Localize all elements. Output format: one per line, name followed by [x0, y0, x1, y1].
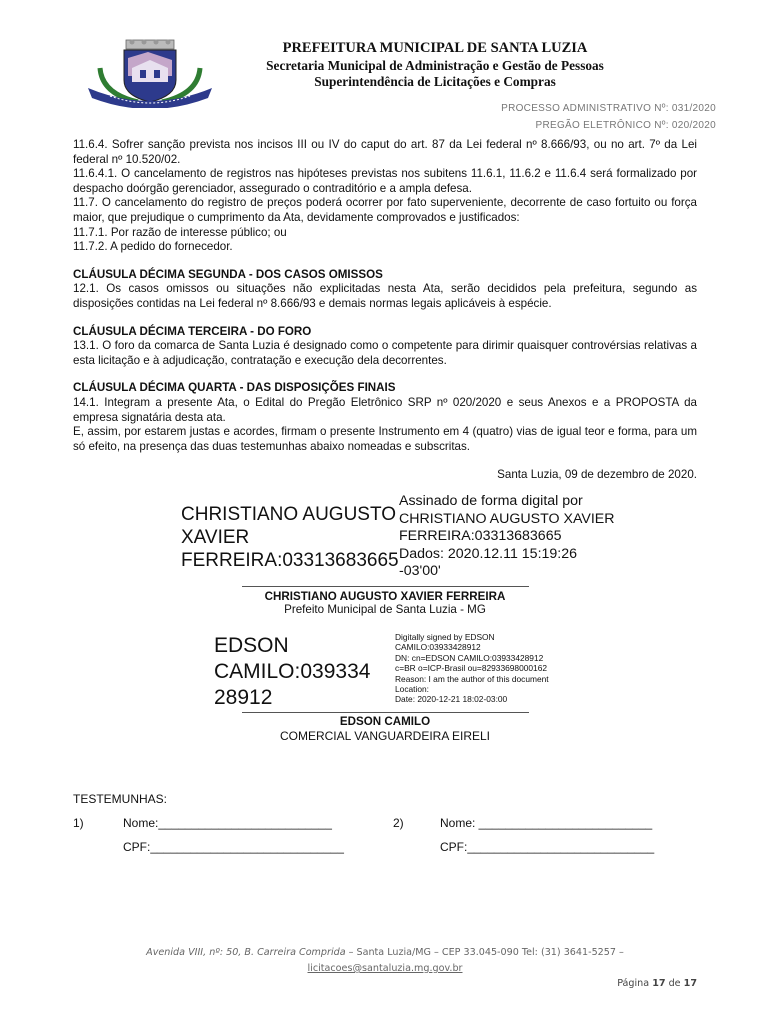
signature2-line: [242, 712, 529, 713]
signature2-name-block: [214, 633, 370, 711]
signature2-info-line4: c=BR o=ICP-Brasil ou=82933698000162: [395, 663, 548, 674]
paragraph-11-6-4-1: 11.6.4.1. O cancelamento de registros nas hipóteses previstas nos subitens 11.6.1, 11.6.2 e 11.6.4 será formalizado por despacho doórgão gerenciador, assegurado o contraditório e a ampla defesa.: [73, 167, 697, 195]
signature1-info-line4: Dados: 2020.12.11 15:19:26: [399, 545, 578, 562]
signature2-name-line2: CAMILO:039334: [214, 660, 371, 683]
footer-email-link[interactable]: licitacoes@santaluzia.mg.gov.br: [307, 963, 463, 974]
signature1-info-line5: -03'00': [399, 563, 441, 580]
signature2-info-line6: Location:: [395, 684, 429, 695]
date-line: Santa Luzia, 09 de dezembro de 2020.: [497, 468, 697, 481]
paragraph-11-7-2: 11.7.2. A pedido do fornecedor.: [73, 240, 233, 254]
clause-12-title: CLÁUSULA DÉCIMA SEGUNDA - DOS CASOS OMISSOS: [73, 267, 383, 281]
page-current: 17: [652, 978, 666, 989]
signature2-name-line3: 28912: [214, 686, 273, 709]
signature2-info-line7: Date: 2020-12-21 18:02-03:00: [395, 694, 508, 705]
signature1-name-line1: CHRISTIANO AUGUSTO: [181, 504, 397, 525]
signature1-signer-role: Prefeito Municipal de Santa Luzia - MG: [284, 603, 486, 616]
signature1-name-block: [181, 503, 399, 572]
footer-address-street: Avenida VIII, nº: 50, B. Carreira Comprida: [146, 947, 346, 958]
page-prefix: Página: [617, 978, 653, 989]
signature1-signer-name: CHRISTIANO AUGUSTO XAVIER FERREIRA: [264, 590, 506, 603]
signature1-info-line3: FERREIRA:03313683665: [399, 528, 562, 545]
signature2-info-line1: Digitally signed by EDSON: [395, 632, 495, 642]
witness1-cpf-field: CPF:_____________________________: [123, 840, 344, 854]
witness2-number: 2): [393, 816, 404, 830]
paragraph-11-7: 11.7. O cancelamento do registro de preços poderá ocorrer por fato superveniente, decorrente de caso fortuito ou força maior, que prejudique o cumprimento da Ata, devidamente comprovados e justificados:: [73, 196, 697, 224]
clause-13-text: 13.1. O foro da comarca de Santa Luzia é designado como o competente para dirimir quaisquer controvérsias relativas a esta licitação e à adjudicação, contratação e execução dela decorrentes.: [73, 339, 697, 367]
clause-14-title: CLÁUSULA DÉCIMA QUARTA - DAS DISPOSIÇÕES FINAIS: [73, 381, 396, 395]
paragraph-11-7-1: 11.7.1. Por razão de interesse público; ou: [73, 225, 287, 239]
witness1-name-field: Nome:__________________________: [123, 816, 332, 830]
header-municipality: PREFEITURA MUNICIPAL DE SANTA LUZIA: [282, 40, 588, 56]
signature1-name-line2: XAVIER: [181, 527, 250, 548]
auction-number: PREGÃO ELETRÔNICO Nº: 020/2020: [535, 120, 716, 131]
signature2-signer-company: COMERCIAL VANGUARDEIRA EIRELI: [279, 729, 491, 743]
signature2-signer-name: EDSON CAMILO: [339, 715, 431, 728]
witness2-name-field: Nome: __________________________: [440, 816, 653, 830]
process-number: PROCESSO ADMINISTRATIVO Nº: 031/2020: [501, 103, 716, 114]
footer-address-city: – Santa Luzia/MG – CEP 33.045-090 Tel: (31) 3641-5257 –: [345, 947, 624, 958]
clause-13-title: CLÁUSULA DÉCIMA TERCEIRA - DO FORO: [73, 324, 312, 338]
signature1-name-line3: FERREIRA:03313683665: [181, 550, 399, 571]
signature2-info-line5: Reason: I am the author of this document: [395, 673, 549, 684]
clause-12-text: 12.1. Os casos omissos ou situações não explicitadas nesta Ata, serão decididos pela prefeitura, segundo as disposições contidas na Lei federal nº 8.666/93 e demais normas legais aplicáveis à espécie.: [73, 282, 697, 310]
footer-email-row: [60, 963, 710, 974]
signature2-info-block: [395, 632, 549, 705]
witness1-number: 1): [73, 816, 84, 830]
document-body: [73, 138, 697, 454]
header-secretariat: Secretaria Municipal de Administração e Gestão de Pessoas: [266, 58, 604, 73]
header-superintendence: Superintendência de Licitações e Compras: [314, 74, 556, 89]
signature2-name-line1: EDSON: [214, 634, 289, 657]
witness2-cpf-field: CPF:____________________________: [440, 840, 655, 854]
signature1-info-line2: CHRISTIANO AUGUSTO XAVIER: [399, 510, 615, 527]
page-total: 17: [683, 978, 697, 989]
signature1-info-line1: Assinado de forma digital por: [399, 493, 583, 509]
signature2-info-line3: DN: cn=EDSON CAMILO:03933428912: [395, 652, 544, 663]
signature1-info-block: [399, 493, 614, 581]
signature1-line: [242, 586, 529, 587]
clause-14-text: 14.1. Integram a presente Ata, o Edital do Pregão Eletrônico SRP nº 020/2020 e seus Anexos e a PROPOSTA da empresa signatária desta ata.: [73, 395, 697, 424]
page-middle: de: [665, 978, 684, 989]
witnesses-title: TESTEMUNHAS:: [73, 792, 168, 806]
signature2-info-line2: CAMILO:03933428912: [395, 642, 481, 653]
footer-address: [60, 947, 710, 958]
page-number: [617, 978, 697, 989]
clause-14-closing: E, assim, por estarem justas e acordes, firmam o presente Instrumento em 4 (quatro) vias de igual teor e forma, para um só efeito, na presença das duas testemunhas abaixo nomeadas e subscritas.: [73, 425, 697, 453]
paragraph-11-6-4: 11.6.4. Sofrer sanção prevista nos incisos III ou IV do caput do art. 87 da Lei federal nº 8.666/93, ou no art. 7º da Lei federal nº 10.520/02.: [73, 138, 697, 166]
